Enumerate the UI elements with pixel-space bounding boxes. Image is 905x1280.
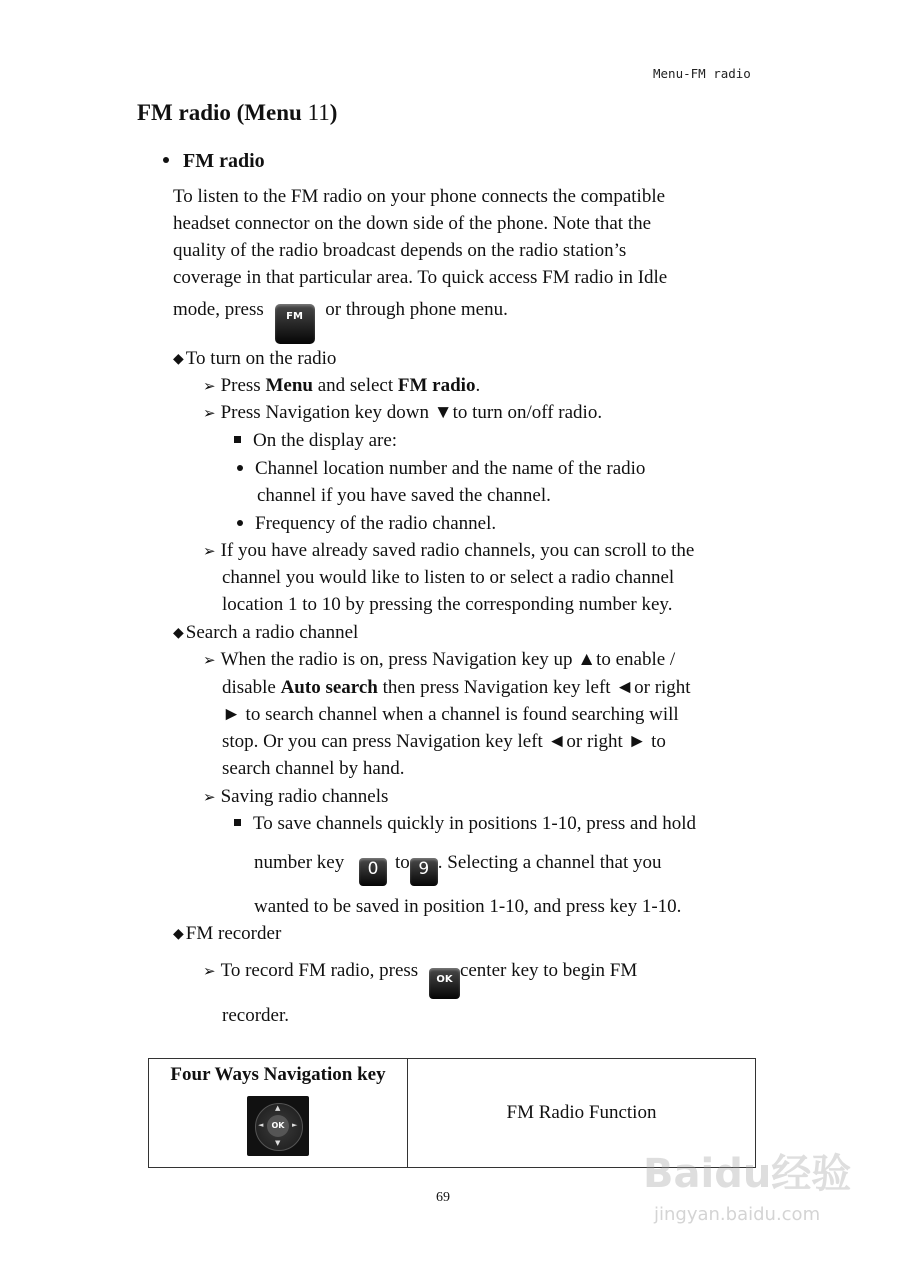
recorder-step: ➢ To record FM radio, press OK center key to begin FM (203, 960, 637, 999)
table-header-cell: Four Ways Navigation key OK ▲ ▼ ◄ ► (149, 1059, 408, 1168)
diamond-bullet-icon: ◆ (173, 352, 184, 367)
display-sub-2: Frequency of the radio channel. (237, 513, 496, 535)
arrow-bullet-icon: ➢ (203, 379, 216, 395)
intro-paragraph: To listen to the FM radio on your phone connects the compatible headset connector on the down side of the phone. Note that the quality of the radio broadcast depends on the radio station’s coverage in that particular area. To quick access FM radio in Idle (173, 186, 668, 288)
turn-on-step-3: ➢ If you have already saved radio channels, you can scroll to the (203, 540, 695, 561)
arrow-bullet-icon: ➢ (203, 406, 216, 422)
navigation-pad-icon: OK ▲ ▼ ◄ ► (247, 1096, 309, 1156)
page-number: 69 (436, 1190, 450, 1205)
section-heading: FM radio (163, 150, 265, 173)
arrow-bullet-icon: ➢ (203, 544, 216, 560)
ok-key-icon: OK (429, 968, 460, 999)
search-step-1: ➢ When the radio is on, press Navigation key up ▲to enable / (203, 649, 676, 670)
bullet-icon (237, 520, 243, 526)
running-header: Menu-FM radio (653, 66, 751, 81)
intro-last-line: mode, press FM or through phone menu. (173, 296, 508, 344)
fm-key-icon: FM (275, 304, 315, 344)
square-bullet-icon (234, 436, 241, 443)
saving-item-cont-1: number key 0 to 9 . Selecting a channel that you (254, 852, 661, 886)
table-function-cell: FM Radio Function (408, 1059, 756, 1168)
bullet-icon (237, 465, 243, 471)
saving-channels: ➢ Saving radio channels (203, 786, 389, 807)
zero-key-icon: 0 (359, 858, 387, 886)
recorder-step-cont: recorder. (222, 1005, 289, 1026)
search-heading: ◆ Search a radio channel (173, 622, 359, 643)
recorder-heading: ◆ FM recorder (173, 923, 282, 944)
turn-on-step-3-cont-1: channel you would like to listen to or select a radio channel (222, 567, 675, 588)
turn-on-step-2: ➢ Press Navigation key down ▼to turn on/off radio. (203, 402, 603, 423)
arrow-bullet-icon: ➢ (203, 790, 216, 806)
page-title: FM radio (Menu 11) (137, 100, 338, 125)
display-sub-1-cont: channel if you have saved the channel. (257, 485, 551, 506)
arrow-bullet-icon: ➢ (203, 964, 216, 980)
saving-item-cont-2: wanted to be saved in position 1-10, and press key 1-10. (254, 896, 682, 917)
turn-on-step-1: ➢ Press Menu and select FM radio. (203, 375, 481, 396)
search-step-1-cont-1: disable Auto search then press Navigation key left ◄or right (222, 677, 691, 698)
search-step-1-cont-2: ► to search channel when a channel is found searching will (222, 704, 679, 725)
bullet-icon (163, 157, 169, 163)
watermark-logo: Baidu经验 (643, 1151, 852, 1197)
display-item: On the display are: (234, 430, 397, 452)
nine-key-icon: 9 (410, 858, 438, 886)
saving-item: To save channels quickly in positions 1-10, press and hold (234, 813, 696, 835)
square-bullet-icon (234, 819, 241, 826)
watermark-url: jingyan.baidu.com (654, 1204, 821, 1225)
arrow-bullet-icon: ➢ (203, 653, 216, 669)
diamond-bullet-icon: ◆ (173, 626, 184, 641)
turn-on-heading: ◆ To turn on the radio (173, 348, 337, 369)
diamond-bullet-icon: ◆ (173, 927, 184, 942)
search-step-1-cont-4: search channel by hand. (222, 758, 405, 779)
display-sub-1: Channel location number and the name of the radio (237, 458, 645, 480)
turn-on-step-3-cont-2: location 1 to 10 by pressing the corresponding number key. (222, 594, 673, 615)
search-step-1-cont-3: stop. Or you can press Navigation key left ◄or right ► to (222, 731, 666, 752)
